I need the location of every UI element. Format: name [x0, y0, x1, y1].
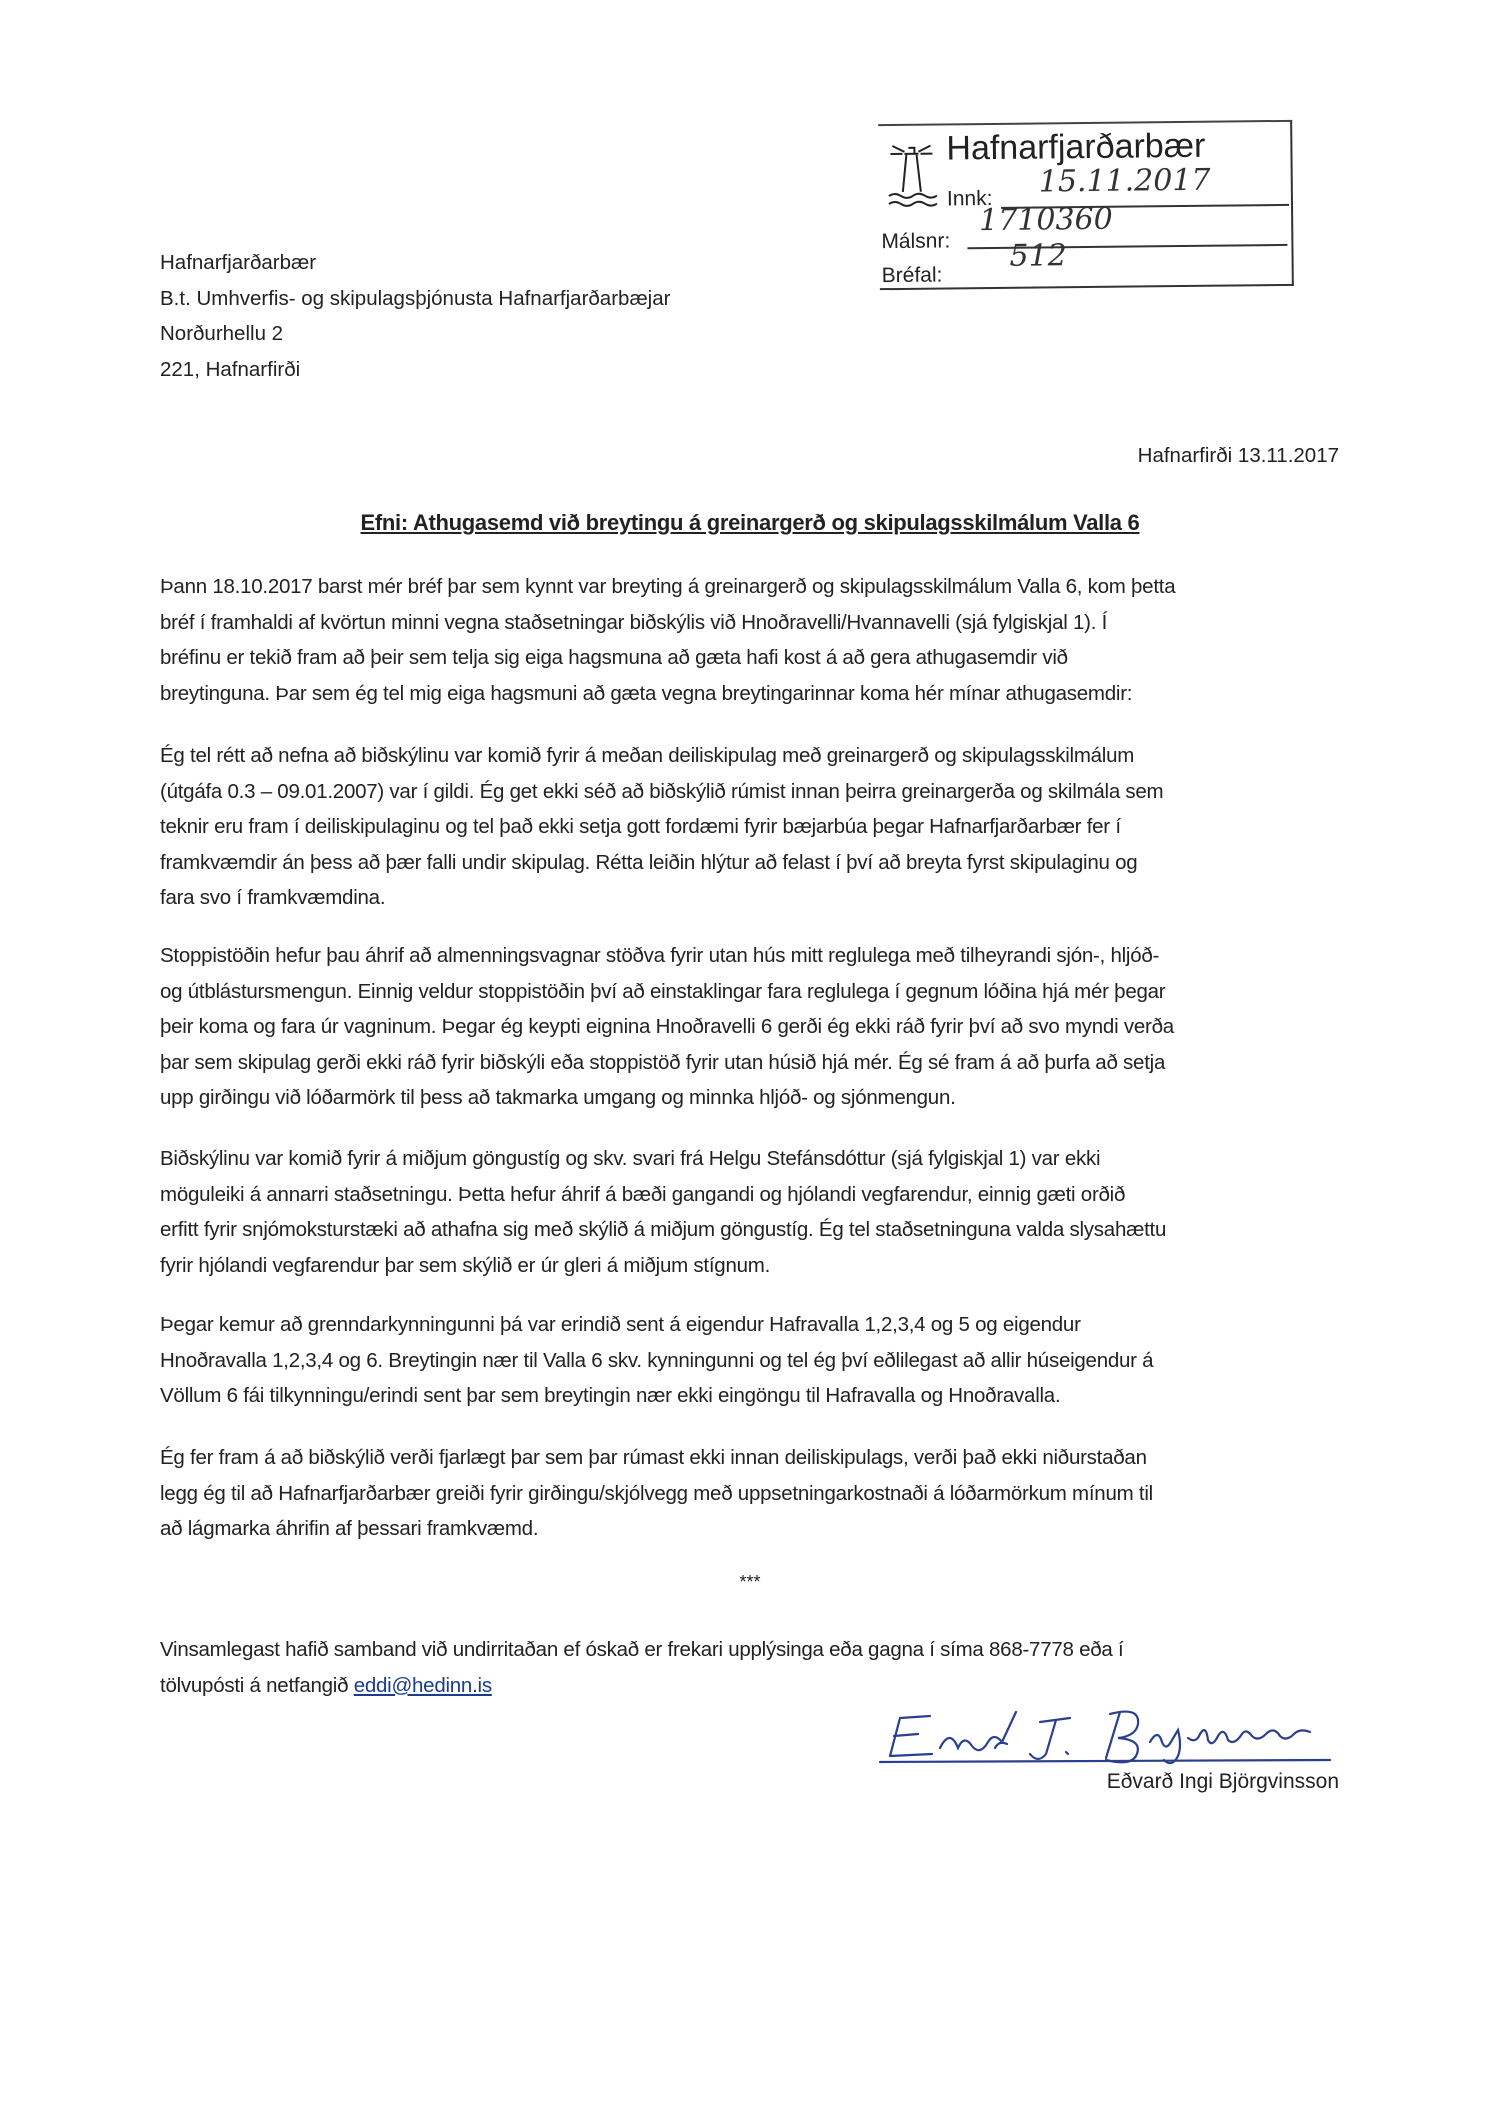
paragraph	[160, 1440, 1153, 1547]
letter-subject: Efni: Athugasemd við breytingu á greinargerð og skipulagsskilmálum Valla 6	[360, 510, 1140, 535]
address-line: B.t. Umhverfis- og skipulagsþjónusta Hafnarfjarðarbæjar	[160, 286, 671, 310]
text-line: Hnoðravalla 1,2,3,4 og 6. Breytingin nær til Valla 6 skv. kynningunni og tel ég því eðlilegast að allir húseigendur á	[160, 1348, 1154, 1372]
text-line: þar sem skipulag gerði ekki ráð fyrir biðskýli eða stoppistöð fyrir utan húsið hjá mér. Ég sé fram á að þurfa að setja	[160, 1050, 1166, 1074]
text-line: Völlum 6 fái tilkynningu/erindi sent þar sem breytingin nær ekki eingöngu til Hafravalla og Hnoðravalla.	[160, 1384, 1061, 1407]
text-line: bréf í framhaldi af kvörtun minni vegna staðsetningar biðskýlis við Hnoðravelli/Hvannavelli (sjá fylgiskjal 1). Í	[160, 610, 1108, 634]
contact-paragraph	[160, 1632, 1123, 1703]
text-line: Vinsamlegast hafið samband við undirritaðan ef óskað er frekari upplýsinga eða gagna í síma 868-7778 eða í	[160, 1638, 1124, 1661]
text-line: breytinguna. Þar sem ég tel mig eiga hagsmuni að gæta vegna breytingarinnar koma hér mínar athugasemdir:	[160, 681, 1133, 705]
text-line: að lágmarka áhrifin af þessari framkvæmd.	[160, 1517, 539, 1540]
stamp-malsnr-value: 1710360	[978, 201, 1113, 239]
signer-name: Eðvarð Ingi Björgvinsson	[1106, 1770, 1339, 1793]
address-line: Norðurhellu 2	[160, 322, 284, 345]
lighthouse-icon	[884, 140, 941, 211]
recipient-address	[160, 245, 670, 387]
text-line: þeir koma og fara úr vagninum. Þegar ég keypti eignina Hnoðravelli 6 gerði ég ekki ráð fyrir því að svo myndi verða	[160, 1015, 1174, 1038]
text-line: erfitt fyrir snjómoksturstæki að athafna sig með skýlið á miðjum göngustíg. Ég tel staðsetninguna valda slysahættu	[160, 1218, 1167, 1241]
text-line: fara svo í framkvæmdina.	[160, 886, 386, 909]
contact-prefix: tölvupósti á netfangið	[160, 1673, 354, 1697]
text-line: möguleiki á annarri staðsetningu. Þetta hefur áhrif á bæði gangandi og hjólandi vegfarendur, einnig gæti orðið	[160, 1182, 1126, 1206]
text-line: Þann 18.10.2017 barst mér bréf þar sem kynnt var breyting á greinargerð og skipulagsskilmálum Valla 6, kom þetta	[160, 575, 1176, 598]
text-line: Þegar kemur að grenndarkynningunni þá var erindið sent á eigendur Hafravalla 1,2,3,4 og 5 og eigendur	[160, 1313, 1081, 1336]
text-line: Ég fer fram á að biðskýlið verði fjarlægt þar sem þar rúmast ekki innan deiliskipulags, verði það ekki niðurstaðan	[160, 1446, 1147, 1469]
email-link[interactable]: eddi@hedinn.is	[353, 1673, 492, 1697]
handwritten-signature	[870, 1698, 1340, 1773]
text-line: og útblástursmengun. Einnig veldur stoppistöðin því að einstaklingar fara reglulega í gegnum lóðina hjá mér þegar	[160, 979, 1166, 1003]
text-line: legg ég til að Hafnarfjarðarbær greiði fyrir girðingu/skjólvegg með uppsetningarkostnaði á lóðarmörkum mínum til	[160, 1481, 1153, 1505]
text-line: upp girðingu við lóðarmörk til þess að takmarka umgang og minnka hljóð- og sjónmengun.	[160, 1086, 956, 1109]
address-line: 221, Hafnarfirði	[160, 357, 301, 381]
letter-date: Hafnarfirði 13.11.2017	[1137, 444, 1339, 467]
text-line: Stoppistöðin hefur þau áhrif að almenningsvagnar stöðva fyrir utan hús mitt reglulega með tilheyrandi sjón-, hljóð-	[160, 944, 1160, 967]
stamp-innk-value: 15.11.2017	[1038, 162, 1211, 200]
stamp-innk-label: Innk:	[946, 186, 993, 211]
text-line: fyrir hjólandi vegfarendur þar sem skýlið er úr gleri á miðjum stígnum.	[160, 1253, 771, 1277]
paragraph	[160, 738, 1163, 916]
paragraph	[160, 569, 1175, 711]
text-line: bréfinu er tekið fram að þeir sem telja sig eiga hagsmuna að gæta hafi kost á að gera athugasemdir við	[160, 646, 1068, 669]
paragraph	[160, 938, 1174, 1116]
text-line: (útgáfa 0.3 – 09.01.2007) var í gildi. Ég get ekki séð að biðskýlið rúmist innan þeirra greinargerða og skilmála sem	[160, 779, 1164, 803]
received-stamp	[878, 120, 1294, 290]
stamp-org: Hafnarfjarðarbær	[946, 126, 1206, 168]
stamp-brefal-value: 512	[1009, 238, 1067, 274]
paragraph	[160, 1307, 1153, 1414]
text-line: framkvæmdir án þess að þær falli undir skipulag. Rétta leiðin hlýtur að felast í því að breyta fyrst skipulaginu og	[160, 850, 1138, 874]
paragraph	[160, 1141, 1166, 1283]
stamp-malsnr-label: Málsnr:	[881, 229, 951, 254]
stamp-brefal-label: Bréfal:	[881, 263, 943, 288]
text-line: Ég tel rétt að nefna að biðskýlinu var komið fyrir á meðan deiliskipulag með greinargerð og skipulagsskilmálum	[160, 744, 1135, 767]
text-line: teknir eru fram í deiliskipulaginu og tel það ekki setja gott fordæmi fyrir bæjarbúa þegar Hafnarfjarðarbær fer í	[160, 815, 1121, 838]
separator: ***	[739, 1572, 761, 1592]
address-line: Hafnarfjarðarbær	[160, 251, 317, 274]
text-line: Biðskýlinu var komið fyrir á miðjum göngustíg og skv. svari frá Helgu Stefánsdóttur (sjá fylgiskjal 1) var ekki	[160, 1147, 1101, 1170]
